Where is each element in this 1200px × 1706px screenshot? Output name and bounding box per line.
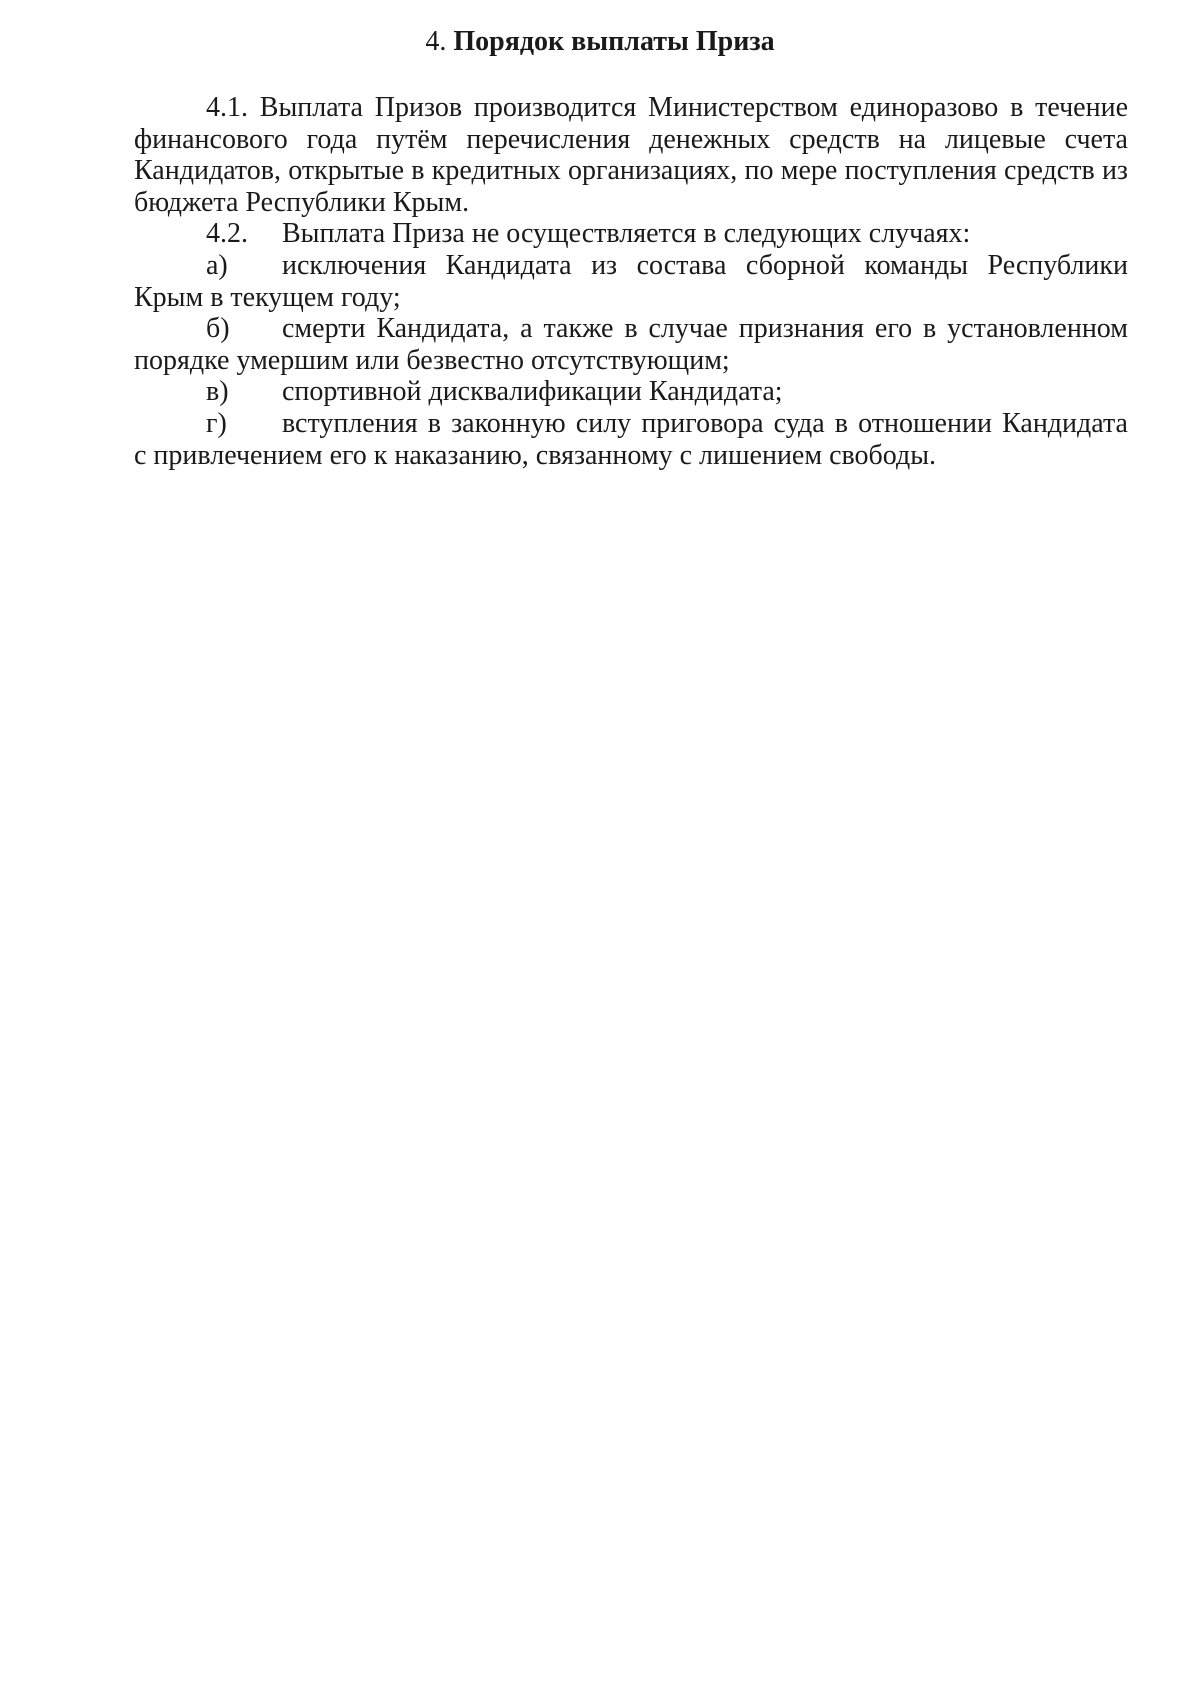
paragraph-4-1: 4.1. Выплата Призов производится Министерством единоразово в течение финансового года путём перечисления денежных средств на лицевые счета Кандидатов, открытые в кредитных организациях, по мере поступления средств из бюджета Республики Крым. xyxy=(134,92,1128,218)
section-body xyxy=(134,92,1128,471)
list-item-text: смерти Кандидата, а также в случае признания его в установленном xyxy=(282,313,1128,345)
section-title: Порядок выплаты Приза xyxy=(453,26,775,57)
paragraph-4-2-number: 4.2. xyxy=(206,218,248,250)
list-item-b-continuation xyxy=(134,345,1128,377)
list-item-text: Крым в текущем году; xyxy=(134,281,401,313)
list-item-a-continuation xyxy=(134,282,1128,314)
list-item-b xyxy=(134,313,1128,345)
list-item-marker: г) xyxy=(206,407,227,439)
list-item-text: с привлечением его к наказанию, связанному с лишением свободы. xyxy=(134,439,937,471)
list-item-v xyxy=(134,376,1128,408)
list-item-marker: б) xyxy=(206,313,230,345)
list-item-g-continuation xyxy=(134,440,1128,472)
list-item-a xyxy=(134,250,1128,282)
list-item-marker: а) xyxy=(206,249,228,281)
section-heading xyxy=(0,22,1200,62)
list-item-text: исключения Кандидата из состава сборной команды Республики xyxy=(282,249,1128,281)
paragraph-4-2-text: Выплата Приза не осуществляется в следующих случаях: xyxy=(282,218,971,250)
list-item-text: порядке умершим или безвестно отсутствующим; xyxy=(134,344,730,376)
list-item-text: спортивной дисквалификации Кандидата; xyxy=(282,376,783,408)
list-item-g xyxy=(134,408,1128,440)
list-item-marker: в) xyxy=(206,376,229,408)
list-item-text: вступления в законную силу приговора суда в отношении Кандидата xyxy=(282,407,1128,439)
section-number: 4. xyxy=(425,26,447,57)
paragraph-4-2 xyxy=(134,218,1128,250)
